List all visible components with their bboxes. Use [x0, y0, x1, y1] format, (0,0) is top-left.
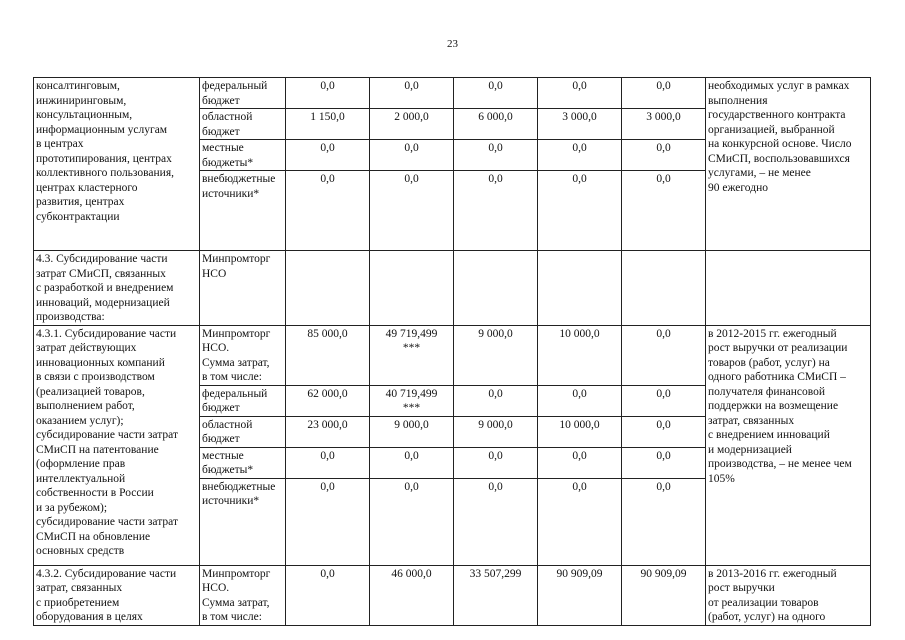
value-cell: 23 000,0: [286, 416, 370, 447]
value-cell: 46 000,0: [370, 565, 454, 625]
page-number: 23: [447, 38, 458, 50]
value-cell: 2 000,0: [370, 109, 454, 140]
empty-cell: [706, 251, 871, 326]
activity-name-cell: 4.3.2. Субсидирование части затрат, связанных с приобретением оборудования в целях: [34, 565, 200, 625]
activity-name-cell: 4.3.1. Субсидирование части затрат действующих инновационных компаний в связи с производством (реализацией товаров, выполнением работ, оказанием услуг); субсидирование части затрат СМиСП на патентование (оформление прав интеллектуальной собственности в России и за рубежом); субсидирование части затрат СМиСП на обновление основных средств: [34, 325, 200, 565]
value-cell: 85 000,0: [286, 325, 370, 385]
value-cell: 0,0: [370, 140, 454, 171]
value-cell: 3 000,0: [622, 109, 706, 140]
value-cell: 0,0: [622, 325, 706, 385]
activity-name-cell: консалтинговым, инжиниринговым, консультационным, информационным услугам в центрах прототипирования, центрах коллективного пользования, центрах кластерного развития, центрах субконтрактации: [34, 78, 200, 251]
value-cell: 0,0: [454, 385, 538, 416]
value-cell: 0,0: [454, 447, 538, 478]
value-cell: 0,0: [622, 478, 706, 565]
funding-source-cell: областной бюджет: [200, 109, 286, 140]
funding-source-cell: местные бюджеты*: [200, 140, 286, 171]
value-cell: 6 000,0: [454, 109, 538, 140]
value-cell: 0,0: [454, 78, 538, 109]
value-cell: 0,0: [538, 478, 622, 565]
value-cell: 0,0: [622, 78, 706, 109]
value-cell: 0,0: [622, 447, 706, 478]
empty-cell: [454, 251, 538, 326]
value-cell: 0,0: [538, 447, 622, 478]
funding-source-cell: внебюджетные источники*: [200, 478, 286, 565]
value-cell: 90 909,09: [538, 565, 622, 625]
value-cell: 0,0: [622, 416, 706, 447]
value-cell: 0,0: [370, 478, 454, 565]
value-cell: 0,0: [286, 447, 370, 478]
value-cell: 49 719,499 ***: [370, 325, 454, 385]
expected-result-cell: необходимых услуг в рамках выполнения государственного контракта организацией, выбранной на конкурсной основе. Число СМиСП, воспользовавшихся услугами, – не менее 90 ежегодно: [706, 78, 871, 251]
table-row: [34, 251, 871, 326]
empty-cell: [286, 251, 370, 326]
funding-source-cell: Минпромторг НСО. Сумма затрат, в том числе:: [200, 325, 286, 385]
value-cell: 0,0: [454, 171, 538, 251]
value-cell: 0,0: [454, 478, 538, 565]
value-cell: 1 150,0: [286, 109, 370, 140]
table-row: [34, 78, 871, 109]
empty-cell: [370, 251, 454, 326]
value-cell: 10 000,0: [538, 325, 622, 385]
value-cell: 0,0: [622, 385, 706, 416]
activity-name-cell: 4.3. Субсидирование части затрат СМиСП, связанных с разработкой и внедрением инноваций, модернизацией производства:: [34, 251, 200, 326]
value-cell: 0,0: [286, 78, 370, 109]
value-cell: 0,0: [370, 171, 454, 251]
expected-result-cell: в 2013-2016 гг. ежегодный рост выручки от реализации товаров (работ, услуг) на одного: [706, 565, 871, 625]
value-cell: 0,0: [286, 171, 370, 251]
expected-result-cell: в 2012-2015 гг. ежегодный рост выручки от реализации товаров (работ, услуг) на одного работника СМиСП – получателя финансовой поддержки на возмещение затрат, связанных с внедрением инноваций и модернизацией производства, – не менее чем 105%: [706, 325, 871, 565]
value-cell: 40 719,499 ***: [370, 385, 454, 416]
value-cell: 62 000,0: [286, 385, 370, 416]
value-cell: 9 000,0: [370, 416, 454, 447]
empty-cell: [538, 251, 622, 326]
value-cell: 0,0: [370, 78, 454, 109]
value-cell: 0,0: [622, 171, 706, 251]
value-cell: 0,0: [538, 385, 622, 416]
value-cell: 0,0: [286, 565, 370, 625]
value-cell: 0,0: [622, 140, 706, 171]
value-cell: 0,0: [454, 140, 538, 171]
funding-source-cell: внебюджетные источники*: [200, 171, 286, 251]
value-cell: 90 909,09: [622, 565, 706, 625]
table-row: [34, 565, 871, 625]
empty-cell: [622, 251, 706, 326]
value-cell: 33 507,299: [454, 565, 538, 625]
funding-source-cell: федеральный бюджет: [200, 385, 286, 416]
funding-source-cell: Минпромторг НСО. Сумма затрат, в том числе:: [200, 565, 286, 625]
executor-cell: Минпромторг НСО: [200, 251, 286, 326]
funding-source-cell: областной бюджет: [200, 416, 286, 447]
value-cell: 0,0: [538, 171, 622, 251]
funding-source-cell: местные бюджеты*: [200, 447, 286, 478]
value-cell: 9 000,0: [454, 325, 538, 385]
funding-source-cell: федеральный бюджет: [200, 78, 286, 109]
value-cell: 0,0: [538, 140, 622, 171]
program-activities-table: [33, 77, 871, 626]
value-cell: 0,0: [286, 478, 370, 565]
table-row: [34, 325, 871, 385]
value-cell: 0,0: [286, 140, 370, 171]
value-cell: 9 000,0: [454, 416, 538, 447]
value-cell: 3 000,0: [538, 109, 622, 140]
value-cell: 10 000,0: [538, 416, 622, 447]
value-cell: 0,0: [538, 78, 622, 109]
value-cell: 0,0: [370, 447, 454, 478]
